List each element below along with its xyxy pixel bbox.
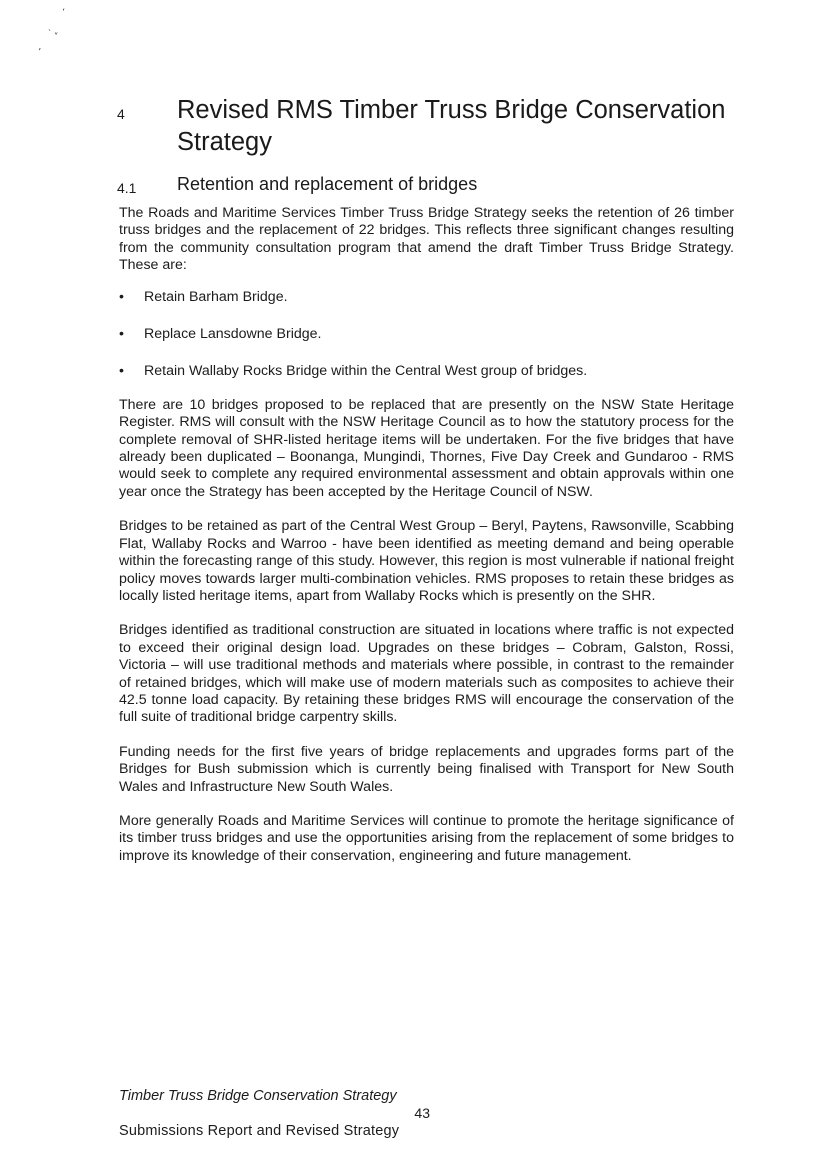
intro-paragraph: The Roads and Maritime Services Timber Truss Bridge Strategy seeks the retention of 26 timber truss bridges and the replacement of 22 bridges. This reflects three significant changes resulting from the community consultation program that amend the draft Timber Truss Bridge Strategy. These are:	[119, 205, 734, 274]
paragraph-central-west: Bridges to be retained as part of the Central West Group – Beryl, Paytens, Rawsonville, Scabbing Flat, Wallaby Rocks and Warroo - have been identified as meeting demand and being operable within the forecasting range of this study. However, this region is most vulnerable if national freight policy moves towards larger multi-combination vehicles. RMS proposes to retain these bridges as locally listed heritage items, apart from Wallaby Rocks which is presently on the SHR.	[119, 518, 734, 604]
scan-artifact: ʼ	[38, 48, 41, 58]
paragraph-heritage-promotion: More generally Roads and Maritime Services will continue to promote the heritage significance of its timber truss bridges and use the opportunities arising from the replacement of some bridges to improve its knowledge of their conservation, engineering and future management.	[119, 812, 734, 864]
list-item-text: Retain Wallaby Rocks Bridge within the Central West group of bridges.	[144, 363, 588, 380]
list-item	[119, 289, 734, 306]
scan-artifact: ˴ ˬ	[48, 25, 59, 35]
subsection-title: Retention and replacement of bridges	[177, 174, 478, 194]
subsection-number: 4.1	[117, 180, 137, 196]
bullet-icon: •	[119, 288, 124, 305]
bullet-icon: •	[119, 326, 124, 343]
footer-subtitle: Submissions Report and Revised Strategy	[119, 1123, 400, 1139]
page-number: 43	[414, 1105, 430, 1121]
bullet-list	[119, 289, 734, 381]
section-title: Revised RMS Timber Truss Bridge Conservation Strategy	[177, 96, 726, 156]
bullet-icon: •	[119, 363, 124, 380]
scan-artifact: ʻ	[62, 8, 65, 18]
section-number: 4	[117, 106, 125, 122]
body-text	[119, 205, 734, 865]
list-item-text: Replace Lansdowne Bridge.	[144, 326, 322, 343]
list-item	[119, 326, 734, 343]
paragraph-shr-bridges: There are 10 bridges proposed to be replaced that are presently on the NSW State Heritage Register. RMS will consult with the NSW Heritage Council as to how the statutory process for the complete removal of SHR-listed heritage items will be undertaken. For the five bridges that have already been duplicated – Boonanga, Mungindi, Thornes, Five Day Creek and Gundaroo - RMS would seek to complete any required environmental assessment and obtain approvals within one year once the Strategy has been accepted by the Heritage Council of NSW.	[119, 396, 734, 500]
footer-document-title: Timber Truss Bridge Conservation Strategy	[119, 1088, 397, 1104]
paragraph-traditional-construction: Bridges identified as traditional construction are situated in locations where traffic is not expected to exceed their original design load. Upgrades on these bridges – Cobram, Galston, Rossi, Victoria – will use traditional methods and materials where possible, in contrast to the remainder of retained bridges, which will make use of modern materials such as composites to achieve their 42.5 tonne load capacity. By retaining these bridges RMS will encourage the conservation of the full suite of traditional bridge carpentry skills.	[119, 622, 734, 726]
list-item-text: Retain Barham Bridge.	[144, 288, 288, 305]
paragraph-funding: Funding needs for the first five years of bridge replacements and upgrades forms part of the Bridges for Bush submission which is currently being finalised with Transport for New South Wales and Infrastructure New South Wales.	[119, 743, 734, 795]
list-item	[119, 363, 734, 380]
page-footer	[119, 1087, 439, 1140]
